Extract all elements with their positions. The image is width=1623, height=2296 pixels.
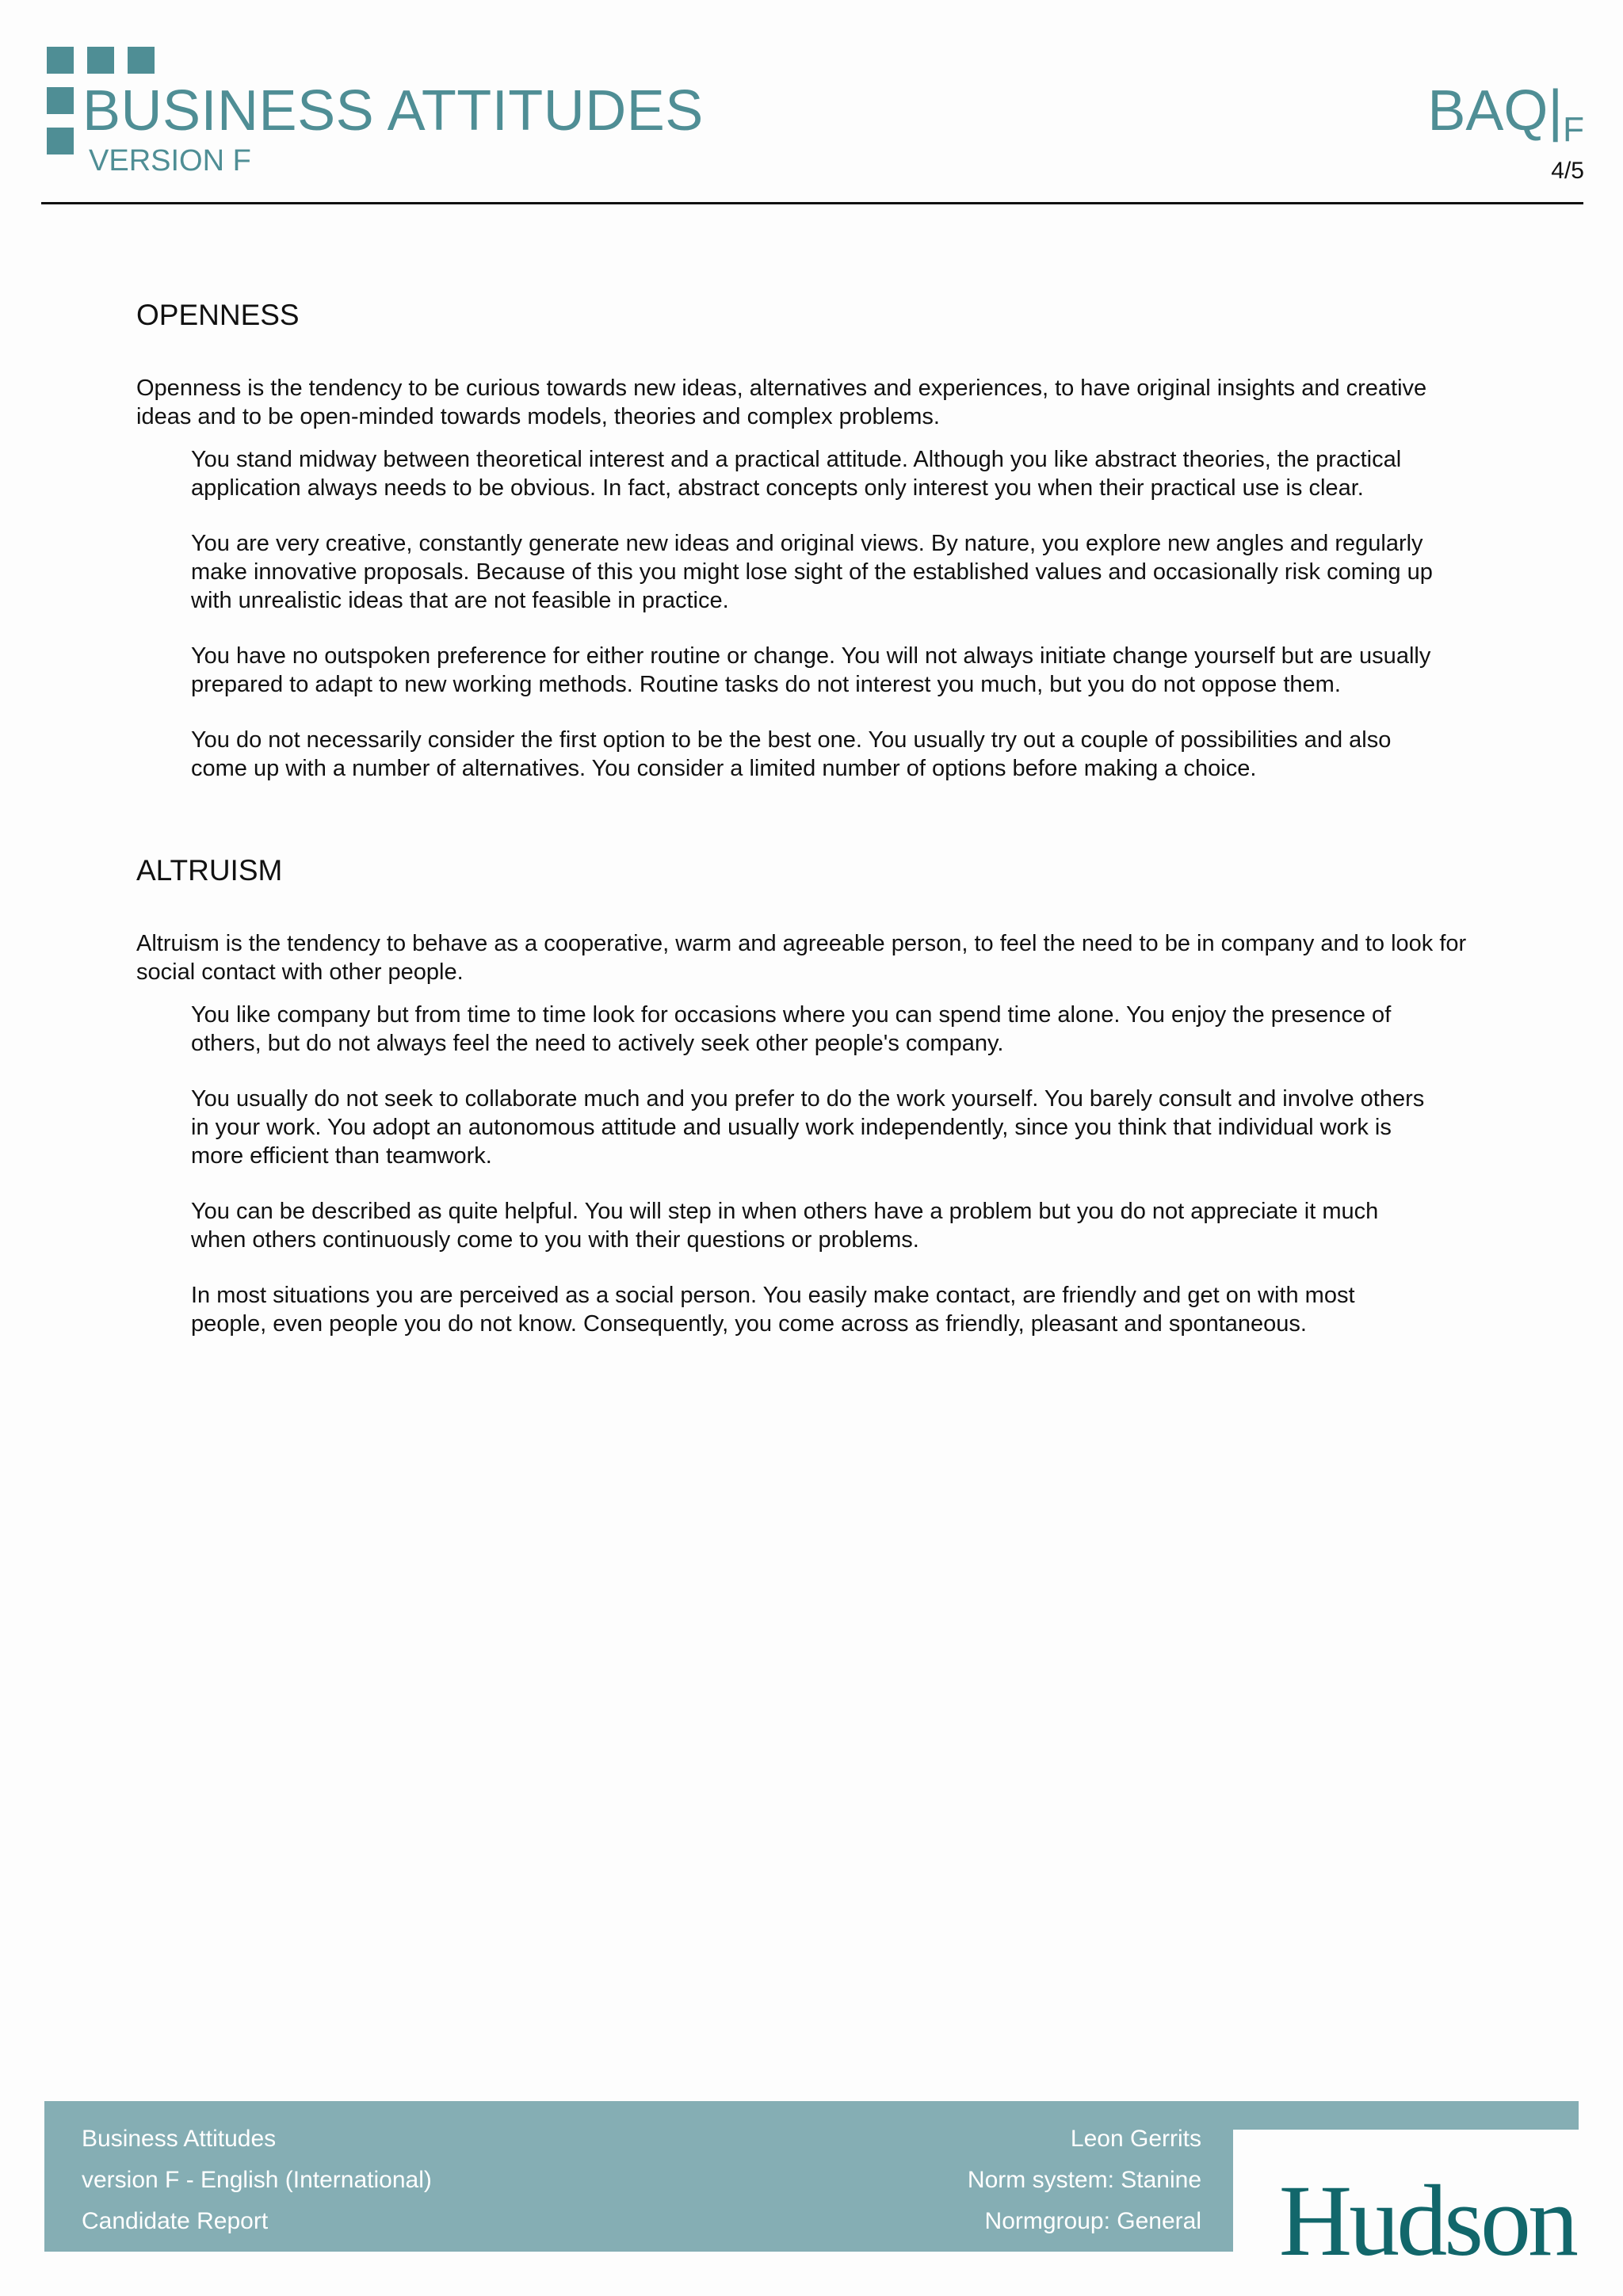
report-content (136, 297, 1484, 1408)
section-paragraph: You have no outspoken preference for either routine or change. You will not always initiate change yourself but are usually prepared to adapt to new working methods. Routine tasks do not interest you much, but you do not oppose them. (191, 643, 1431, 697)
section-paragraph: You do not necessarily consider the first option to be the best one. You usually try out a couple of possibilities and also come up with a number of alternatives. You consider a limited number of options before making a choice. (191, 727, 1392, 781)
document-code-sub: F (1563, 110, 1584, 149)
section-title: OPENNESS (136, 299, 300, 331)
brand-square (47, 87, 74, 114)
header-divider (41, 202, 1583, 204)
section-definition: Openness is the tendency to be curious towards new ideas, alternatives and experiences, to have original insights and creative ideas and to be open-minded towards models, theories and complex problems. (136, 376, 1427, 429)
section-paragraph: In most situations you are perceived as a social person. You easily make contact, are friendly and get on with most people, even people you do not know. Consequently, you come across as friendly, pleasant and spontaneous. (191, 1283, 1355, 1337)
document-code (1427, 79, 1584, 149)
brand-square (47, 128, 74, 154)
footer-norm-system: Norm system: Stanine (967, 2167, 1201, 2193)
footer-candidate-info (968, 2119, 1201, 2242)
footer-version: version F - English (International) (82, 2167, 432, 2193)
section-altruism (136, 852, 1484, 1338)
section-openness (136, 297, 1484, 783)
section-definition: Altruism is the tendency to behave as a cooperative, warm and agreeable person, to feel the need to be in company and to look for social contact with other people. (136, 931, 1467, 985)
section-paragraph: You can be described as quite helpful. You will step in when others have a problem but you do not appreciate it much when others continuously come to you with their questions or problems. (191, 1199, 1379, 1253)
footer-report-type: Candidate Report (82, 2208, 269, 2234)
section-paragraph: You stand midway between theoretical interest and a practical attitude. Although you like abstract theories, the practical application always needs to be obvious. In fact, abstract concepts only interest you when their practical use is clear. (191, 447, 1402, 501)
document-version: VERSION F (89, 144, 251, 177)
document-code-main: BAQ (1427, 79, 1549, 143)
footer-test-name: Business Attitudes (82, 2126, 277, 2152)
section-paragraph: You are very creative, constantly generate new ideas and original views. By nature, you explore new angles and regularly make innovative proposals. Because of this you might lose sight of the established values and occasionally risk coming up with unrealistic ideas that are not feasible in practice. (191, 531, 1433, 613)
document-title: BUSINESS ATTITUDES (82, 79, 704, 143)
hudson-logo: Hudson (1278, 2164, 1575, 2277)
document-code-separator: | (1548, 79, 1564, 143)
page-footer (44, 2101, 1579, 2277)
footer-logo-area (1233, 2130, 1579, 2277)
brand-square (87, 47, 114, 74)
section-paragraph: You usually do not seek to collaborate much and you prefer to do the work yourself. You barely consult and involve others in your work. You adopt an autonomous attitude and usually work independently, since you think that individual work is more efficient than teamwork. (191, 1086, 1425, 1169)
brand-square (128, 47, 155, 74)
footer-candidate-name: Leon Gerrits (1070, 2126, 1201, 2152)
page-number: 4/5 (1551, 158, 1584, 184)
section-paragraph: You like company but from time to time look for occasions where you can spend time alone. You enjoy the presence of others, but do not always feel the need to actively seek other people's company. (191, 1002, 1392, 1056)
section-title: ALTRUISM (136, 854, 283, 887)
footer-normgroup: Normgroup: General (984, 2208, 1201, 2234)
brand-square (47, 47, 74, 74)
footer-report-info (82, 2119, 432, 2242)
